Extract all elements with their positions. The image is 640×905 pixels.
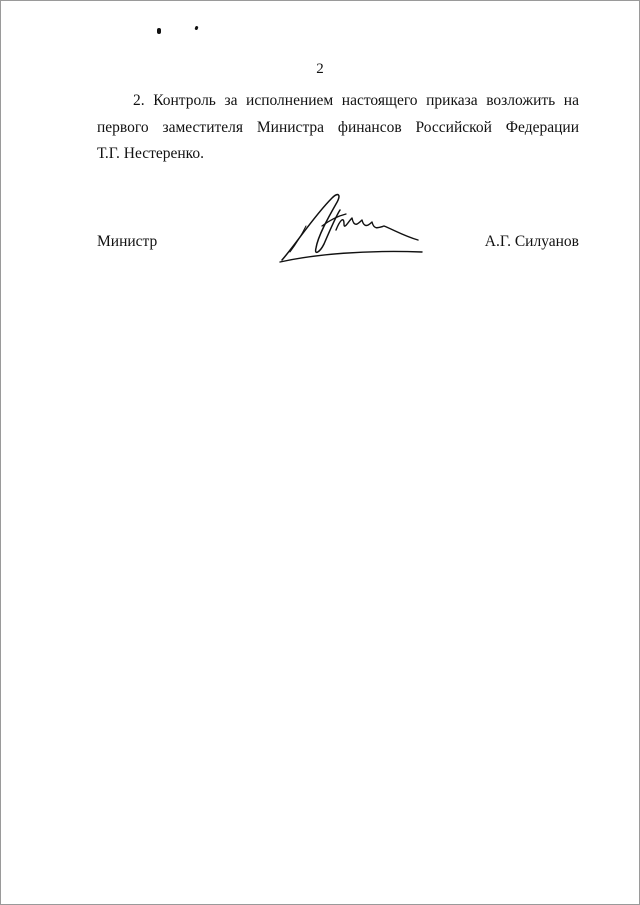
scan-speck [194, 26, 198, 31]
signer-title: Министр [97, 233, 158, 250]
paragraph-line: Т.Г. Нестеренко. [97, 145, 205, 162]
scan-speck [157, 28, 161, 34]
signer-name: А.Г. Силуанов [484, 233, 579, 250]
page-number: 2 [316, 61, 324, 77]
paragraph-line: первого заместителя Министра финансов Российской Федерации [97, 118, 579, 136]
signature-icon [276, 186, 426, 266]
order-paragraph-2 [97, 88, 579, 168]
paragraph-line: 2. Контроль за исполнением настоящего приказа возложить на [133, 92, 579, 109]
